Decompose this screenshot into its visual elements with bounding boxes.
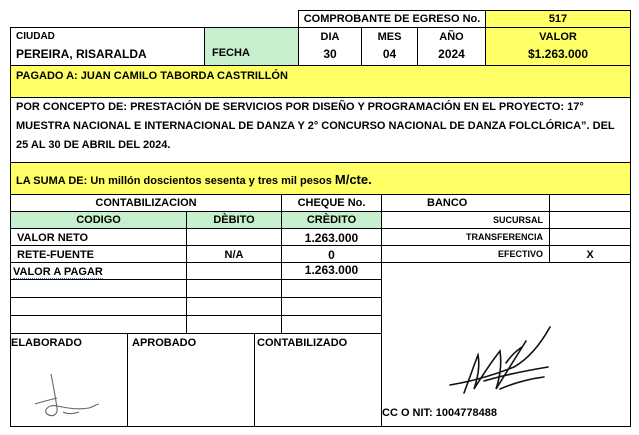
- pagado-a-row: [10, 65, 631, 98]
- signature-cell: [381, 262, 631, 427]
- table-row-empty: [281, 297, 382, 316]
- table-row-empty: [281, 315, 382, 334]
- table-row-empty: [186, 279, 282, 298]
- col-codigo-cell: [10, 211, 187, 229]
- table-row-debito: [186, 228, 282, 246]
- ciudad-value: PEREIRA, RISARALDA: [16, 47, 147, 61]
- comprobante-label-cell: [298, 10, 486, 28]
- table-row-empty: [10, 279, 187, 298]
- cheque-cell: [281, 194, 382, 212]
- cc-nit: CC O NIT: 1004778488: [382, 407, 497, 419]
- col-credito: CRÈDITO: [306, 214, 357, 226]
- row-codigo: VALOR A PAGAR: [13, 266, 103, 278]
- mes-label: MES: [377, 31, 402, 43]
- row-codigo: VALOR NETO: [17, 232, 89, 244]
- cheque-label: CHEQUE No.: [297, 197, 366, 209]
- efectivo-label: EFECTIVO: [497, 249, 543, 259]
- ciudad-cell: [10, 27, 205, 66]
- concepto-text: POR CONCEPTO DE: PRESTACIÓN DE SERVICIOS POR DISEÑO Y PROGRAMACIÓN EN EL PROYECTO: 17° MUESTRA NACIONAL E INTERNACIONAL DE DANZA Y 2° CONCURSO NACIONAL DE DANZA FOLCLÓRICA”. DEL 25 AL 30 DE ABRIL DEL 2024.: [16, 101, 615, 151]
- valor-cell: [485, 27, 631, 66]
- row-credito: 1.263.000: [304, 231, 359, 245]
- sucursal-label: SUCURSAL: [492, 215, 543, 225]
- transferencia-mark-cell: [549, 228, 631, 246]
- table-row-codigo: [10, 245, 187, 263]
- mes-value: 04: [382, 47, 397, 61]
- col-debito: DÈBITO: [213, 214, 255, 226]
- anio-cell: [417, 27, 486, 66]
- table-row-codigo: [10, 262, 187, 280]
- col-debito-cell: [186, 211, 282, 229]
- table-row-empty: [10, 315, 187, 334]
- suma-suffix: M/cte.: [334, 172, 372, 187]
- banco-label: BANCO: [427, 197, 468, 209]
- table-row-debito: [186, 245, 282, 263]
- table-row-empty: [10, 297, 187, 316]
- dia-cell: [298, 27, 362, 66]
- fecha-cell: [204, 27, 299, 66]
- dia-label: DIA: [320, 31, 340, 43]
- transferencia-cell: [381, 228, 550, 246]
- contabilizado-cell: [254, 333, 382, 427]
- contabilizacion-title: CONTABILIZACION: [95, 197, 197, 209]
- row-credito: 1.263.000: [304, 263, 359, 277]
- efectivo-mark-cell: [549, 245, 631, 263]
- table-row-empty: [186, 315, 282, 334]
- comprobante-number: 517: [548, 13, 568, 25]
- contabilizado-label: CONTABILIZADO: [257, 337, 348, 349]
- elaborado-label: ELABORADO: [11, 337, 82, 349]
- valor-value: $1.263.000: [527, 47, 589, 61]
- col-credito-cell: [281, 211, 382, 229]
- elaborado-signature: [27, 364, 107, 424]
- anio-value: 2024: [438, 47, 465, 61]
- efectivo-mark: X: [586, 249, 594, 261]
- table-row-empty: [281, 279, 382, 298]
- transferencia-label: TRANSFERENCIA: [465, 232, 543, 242]
- table-row-empty: [186, 297, 282, 316]
- ciudad-label: CIUDAD: [16, 31, 55, 42]
- dia-value: 30: [323, 47, 337, 61]
- row-codigo: RETE-FUENTE: [17, 249, 94, 261]
- suma-row: [10, 162, 631, 195]
- valor-label: VALOR: [539, 31, 577, 43]
- mes-cell: [361, 27, 418, 66]
- table-row-codigo: [10, 228, 187, 246]
- col-codigo: CODIGO: [76, 214, 121, 226]
- elaborado-cell: [10, 333, 128, 427]
- pagado-a-text: PAGADO A: JUAN CAMILO TABORDA CASTRILLÓN: [16, 70, 288, 82]
- concepto-row: [10, 97, 631, 163]
- row-credito: 0: [328, 248, 335, 262]
- fecha-label: FECHA: [212, 47, 250, 59]
- sucursal-mark-cell: [549, 211, 631, 229]
- table-row-debito: [186, 262, 282, 280]
- efectivo-cell: [381, 245, 550, 263]
- contabilizacion-title-cell: [10, 194, 282, 212]
- banco-value-cell: [549, 194, 631, 212]
- table-row-credito: [281, 228, 382, 246]
- payee-signature: [444, 311, 564, 401]
- sucursal-cell: [381, 211, 550, 229]
- row-debito: N/A: [224, 249, 244, 261]
- suma-label: LA SUMA DE: Un millón doscientos sesenta y tres mil pesos: [16, 175, 335, 187]
- comprobante-number-cell: [485, 10, 631, 28]
- suma-text: [16, 173, 372, 187]
- aprobado-cell: [127, 333, 255, 427]
- comprobante-label: COMPROBANTE DE EGRESO No.: [303, 13, 481, 25]
- anio-label: AÑO: [439, 31, 464, 43]
- banco-cell: [381, 194, 550, 212]
- aprobado-label: APROBADO: [132, 337, 197, 349]
- table-row-credito: [281, 262, 382, 280]
- table-row-credito: [281, 245, 382, 263]
